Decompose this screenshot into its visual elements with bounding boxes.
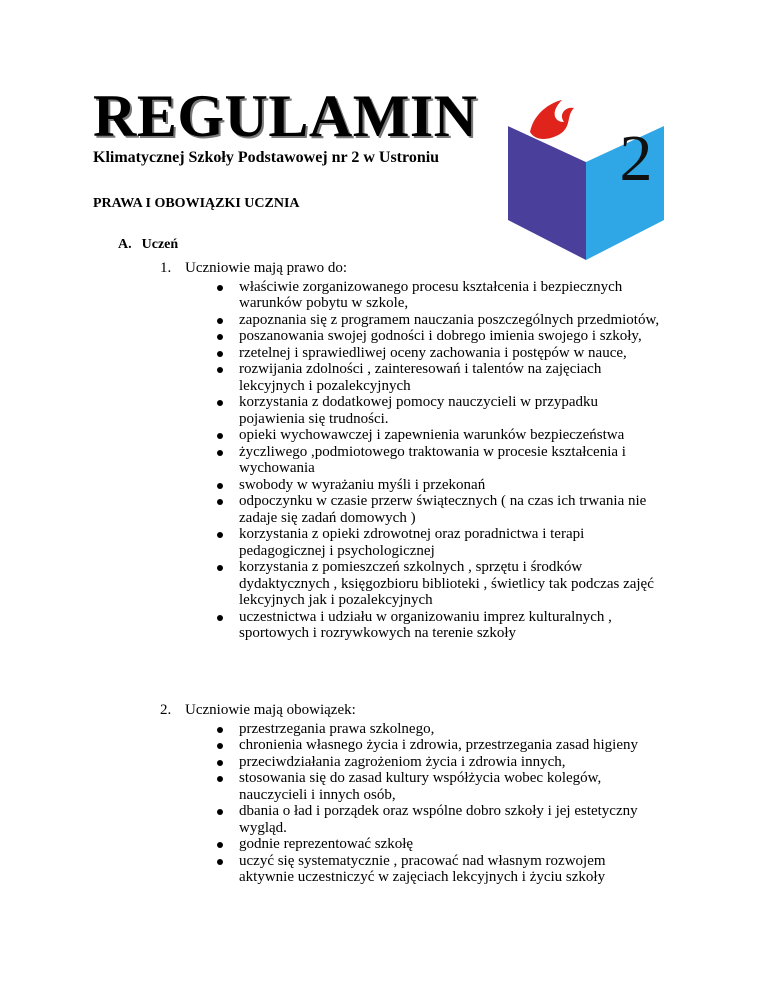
rights-intro-text: Uczniowie mają prawo do: bbox=[185, 260, 348, 276]
duties-intro bbox=[160, 702, 660, 719]
list-item: przeciwdziałania zagrożeniom życia i zdrowia innych, bbox=[215, 754, 660, 771]
list-item: korzystania z opieki zdrowotnej oraz poradnictwa i terapi pedagogicznej i psychologicznej bbox=[215, 526, 660, 559]
rights-list-block bbox=[160, 260, 660, 642]
document-title: REGULAMIN bbox=[93, 83, 478, 149]
list-item: uczestnictwa i udziału w organizowaniu imprez kulturalnych , sportowych i rozrywkowych na terenie szkoły bbox=[215, 609, 660, 642]
list-item: życzliwego ,podmiotowego traktowania w procesie kształcenia i wychowania bbox=[215, 444, 660, 477]
section-heading: PRAWA I OBOWIĄZKI UCZNIA bbox=[93, 196, 300, 211]
list-item: odpoczynku w czasie przerw świątecznych ( na czas ich trwania nie zadaje się zadań domowych ) bbox=[215, 493, 660, 526]
list-item: dbania o ład i porządek oraz wspólne dobro szkoły i jej estetyczny wygląd. bbox=[215, 803, 660, 836]
duties-list-block bbox=[160, 702, 660, 886]
list-item: poszanowania swojej godności i dobrego imienia swojego i szkoły, bbox=[215, 328, 660, 345]
list-item: uczyć się systematycznie , pracować nad własnym rozwojem aktywnie uczestniczyć w zajęciach lekcyjnych i życiu szkoły bbox=[215, 853, 660, 886]
list-item: korzystania z dodatkowej pomocy nauczycieli w przypadku pojawienia się trudności. bbox=[215, 394, 660, 427]
rights-number: 1. bbox=[160, 260, 172, 276]
sub-heading-letter: A. bbox=[118, 237, 132, 252]
logo-number: 2 bbox=[619, 122, 653, 195]
list-item: rozwijania zdolności , zainteresowań i talentów na zajęciach lekcyjnych i pozalekcyjnych bbox=[215, 361, 660, 394]
list-item: właściwie zorganizowanego procesu kształcenia i bezpiecznych warunków pobytu w szkole, bbox=[215, 279, 660, 312]
list-item: opieki wychowawczej i zapewnienia warunków bezpieczeństwa bbox=[215, 427, 660, 444]
list-item: swobody w wyrażaniu myśli i przekonań bbox=[215, 477, 660, 494]
list-item: stosowania się do zasad kultury współżycia wobec kolegów, nauczycieli i innych osób, bbox=[215, 770, 660, 803]
school-logo bbox=[500, 92, 672, 264]
duties-bullet-list bbox=[160, 721, 660, 886]
duties-number: 2. bbox=[160, 702, 172, 718]
list-item: godnie reprezentować szkołę bbox=[215, 836, 660, 853]
rights-bullet-list bbox=[160, 279, 660, 642]
document-subtitle: Klimatycznej Szkoły Podstawowej nr 2 w Ustroniu bbox=[93, 149, 440, 166]
sub-heading bbox=[118, 238, 178, 252]
rights-intro bbox=[160, 260, 660, 277]
list-item: przestrzegania prawa szkolnego, bbox=[215, 721, 660, 738]
list-item: chronienia własnego życia i zdrowia, przestrzegania zasad higieny bbox=[215, 737, 660, 754]
list-item: zapoznania się z programem nauczania poszczególnych przedmiotów, bbox=[215, 312, 660, 329]
list-item: rzetelnej i sprawiedliwej oceny zachowania i postępów w nauce, bbox=[215, 345, 660, 362]
list-item: korzystania z pomieszczeń szkolnych , sprzętu i środków dydaktycznych , księgozbioru biblioteki , świetlicy tak podczas zajęć lekcyjnych jak i pozalekcyjnych bbox=[215, 559, 660, 609]
sub-heading-title: Uczeń bbox=[141, 237, 179, 252]
duties-intro-text: Uczniowie mają obowiązek: bbox=[185, 702, 356, 718]
